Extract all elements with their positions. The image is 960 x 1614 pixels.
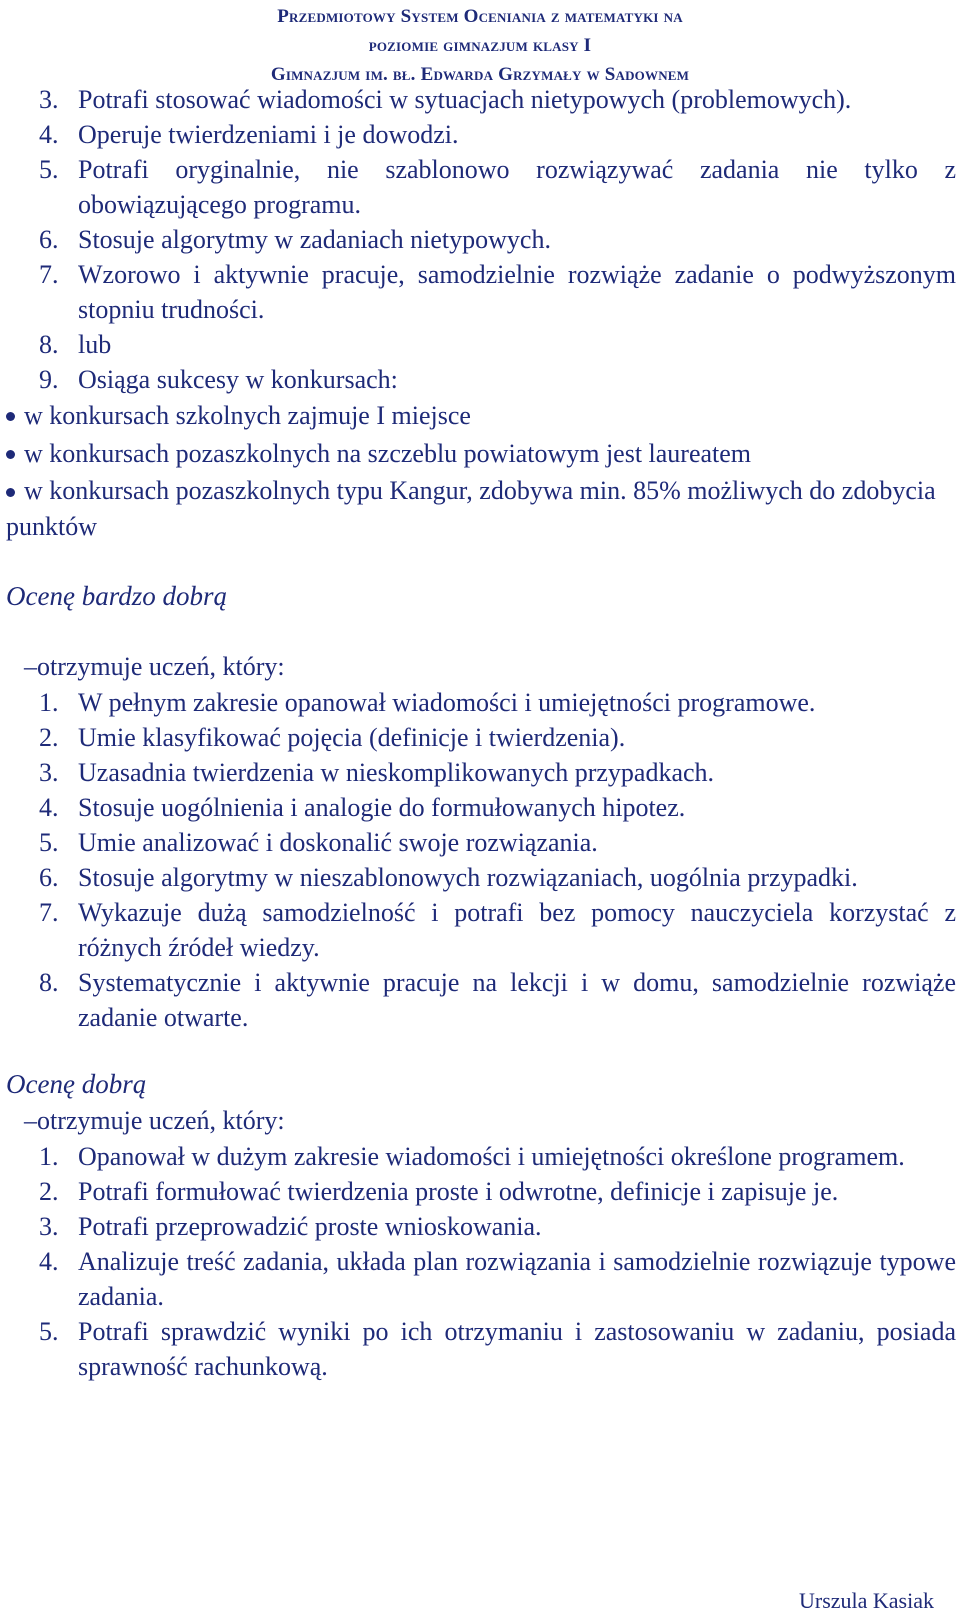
top-criteria-list bbox=[6, 82, 956, 397]
list-item bbox=[6, 825, 956, 860]
bullet-icon bbox=[6, 450, 15, 459]
item-text: Stosuje algorytmy w nieszablonowych rozwiązaniach, uogólnia przypadki. bbox=[78, 863, 858, 892]
item-number: 7. bbox=[39, 898, 59, 927]
header-line-3: Gimnazjum im. bł. Edwarda Grzymały w Sadownem bbox=[270, 64, 690, 85]
item-number: 4. bbox=[39, 793, 59, 822]
list-item bbox=[6, 965, 956, 1035]
bullet-item bbox=[6, 473, 956, 545]
item-number: 6. bbox=[39, 863, 59, 892]
item-number: 5. bbox=[39, 1317, 59, 1346]
item-text: Umie klasyfikować pojęcia (definicje i twierdzenia). bbox=[78, 723, 626, 752]
grade-intro: –otrzymuje uczeń, który: bbox=[24, 652, 285, 681]
item-number: 3. bbox=[39, 1212, 59, 1241]
list-item bbox=[6, 1139, 956, 1174]
item-text: Stosuje uogólnienia i analogie do formułowanych hipotez. bbox=[78, 793, 686, 822]
list-item bbox=[6, 327, 956, 362]
item-text: Stosuje algorytmy w zadaniach nietypowych. bbox=[78, 225, 551, 254]
item-text: Potrafi sprawdzić wyniki po ich otrzymaniu i zastosowaniu w zadaniu, posiada sprawność rachunkową. bbox=[78, 1317, 956, 1381]
item-text: Operuje twierdzeniami i je dowodzi. bbox=[78, 120, 459, 149]
list-item bbox=[6, 1314, 956, 1384]
list-item bbox=[6, 895, 956, 965]
list-item bbox=[6, 860, 956, 895]
item-text: lub bbox=[78, 330, 112, 359]
list-item bbox=[6, 222, 956, 257]
item-text: Wykazuje dużą samodzielność i potrafi bez pomocy nauczyciela korzystać z różnych źródeł wiedzy. bbox=[78, 898, 956, 962]
item-number: 5. bbox=[39, 828, 59, 857]
item-text: Potrafi oryginalnie, nie szablonowo rozwiązywać zadania nie tylko z obowiązującego programu. bbox=[78, 155, 956, 219]
bullet-text: w konkursach pozaszkolnych typu Kangur, zdobywa min. 85% możliwych do zdobycia punktów bbox=[6, 476, 936, 541]
list-item bbox=[6, 82, 956, 117]
item-number: 2. bbox=[39, 1177, 59, 1206]
item-text: Opanował w dużym zakresie wiadomości i umiejętności określone programem. bbox=[78, 1142, 905, 1171]
item-number: 1. bbox=[39, 1142, 59, 1171]
item-number: 8. bbox=[39, 968, 59, 997]
document-body bbox=[6, 82, 956, 1384]
item-text: Analizuje treść zadania, układa plan rozwiązania i samodzielnie rozwiązuje typowe zadania. bbox=[78, 1247, 956, 1311]
bullet-icon bbox=[6, 488, 15, 497]
item-number: 4. bbox=[39, 1247, 59, 1276]
bullet-text: w konkursach szkolnych zajmuje I miejsce bbox=[24, 401, 471, 430]
list-item bbox=[6, 1174, 956, 1209]
bullet-icon bbox=[6, 412, 15, 421]
item-text: Potrafi stosować wiadomości w sytuacjach nietypowych (problemowych). bbox=[78, 85, 852, 114]
bullet-text: w konkursach pozaszkolnych na szczeblu powiatowym jest laureatem bbox=[24, 439, 752, 468]
item-number: 2. bbox=[39, 723, 59, 752]
list-item bbox=[6, 685, 956, 720]
list-item bbox=[6, 362, 956, 397]
very-good-criteria-list bbox=[6, 685, 956, 1035]
bullet-item bbox=[6, 397, 956, 435]
item-number: 3. bbox=[39, 758, 59, 787]
grade-heading-good: Ocenę dobrą bbox=[6, 1069, 147, 1099]
list-item bbox=[6, 790, 956, 825]
item-number: 4. bbox=[39, 120, 59, 149]
item-text: W pełnym zakresie opanował wiadomości i umiejętności programowe. bbox=[78, 688, 816, 717]
item-number: 1. bbox=[39, 688, 59, 717]
item-text: Potrafi przeprowadzić proste wnioskowania. bbox=[78, 1212, 542, 1241]
contest-bullet-list bbox=[6, 397, 956, 545]
list-item bbox=[6, 1209, 956, 1244]
list-item bbox=[6, 117, 956, 152]
grade-intro: –otrzymuje uczeń, który: bbox=[24, 1106, 285, 1135]
item-number: 8. bbox=[39, 330, 59, 359]
header-line-1: Przedmiotowy System Oceniania z matematyki na bbox=[277, 6, 683, 27]
list-item bbox=[6, 1244, 956, 1314]
list-item bbox=[6, 720, 956, 755]
item-number: 3. bbox=[39, 85, 59, 114]
item-number: 9. bbox=[39, 365, 59, 394]
list-item bbox=[6, 257, 956, 327]
item-text: Potrafi formułować twierdzenia proste i odwrotne, definicje i zapisuje je. bbox=[78, 1177, 839, 1206]
item-number: 6. bbox=[39, 225, 59, 254]
item-text: Uzasadnia twierdzenia w nieskomplikowanych przypadkach. bbox=[78, 758, 715, 787]
item-number: 5. bbox=[39, 155, 59, 184]
bullet-item bbox=[6, 435, 956, 473]
item-text: Wzorowo i aktywnie pracuje, samodzielnie rozwiąże zadanie o podwyższonym stopniu trudności. bbox=[78, 260, 956, 324]
document-header bbox=[0, 2, 960, 89]
list-item bbox=[6, 152, 956, 222]
item-text: Systematycznie i aktywnie pracuje na lekcji i w domu, samodzielnie rozwiąże zadanie otwarte. bbox=[78, 968, 956, 1032]
header-line-2: poziomie gimnazjum klasy I bbox=[368, 35, 592, 56]
list-item bbox=[6, 755, 956, 790]
author-signature: Urszula Kasiak bbox=[798, 1588, 934, 1613]
good-criteria-list bbox=[6, 1139, 956, 1384]
item-text: Umie analizować i doskonalić swoje rozwiązania. bbox=[78, 828, 598, 857]
item-text: Osiąga sukcesy w konkursach: bbox=[78, 365, 398, 394]
item-number: 7. bbox=[39, 260, 59, 289]
grade-heading-very-good: Ocenę bardzo dobrą bbox=[6, 581, 227, 611]
